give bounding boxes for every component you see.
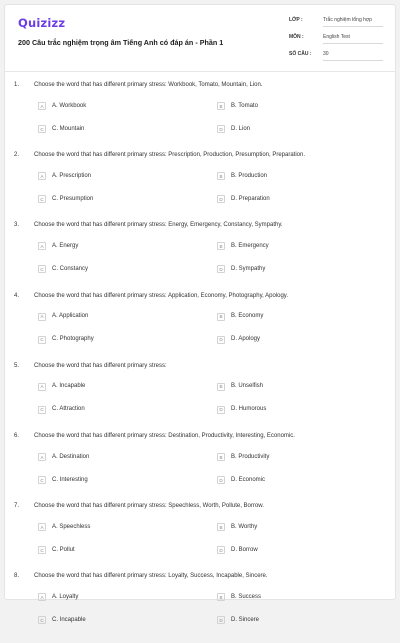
option-letter-box[interactable]: B <box>217 593 225 601</box>
option-label: A. Loyalty <box>52 593 79 600</box>
question-number: 7. <box>14 503 20 510</box>
question-item <box>5 293 395 363</box>
question-number: 8. <box>14 573 20 580</box>
option-label: D. Preparation <box>231 195 270 202</box>
option-letter-box[interactable]: C <box>38 336 46 344</box>
question-item <box>5 573 395 643</box>
worksheet-page <box>4 4 396 623</box>
option-label: C. Photography <box>52 336 94 343</box>
option-label: C. Attraction <box>52 406 85 413</box>
question-item <box>5 82 395 152</box>
option-letter-box[interactable]: A <box>38 102 46 110</box>
option-letter-box[interactable]: A <box>38 242 46 250</box>
option-label: B. Production <box>231 172 268 179</box>
quizizz-logo[interactable]: Quizizz <box>18 16 66 30</box>
worksheet-header <box>5 5 395 72</box>
option-letter-box[interactable]: B <box>217 172 225 180</box>
question-item <box>5 363 395 433</box>
question-number: 1. <box>14 82 20 88</box>
meta-count-key: SỐ CÂU : <box>289 51 312 57</box>
option-letter-box[interactable]: A <box>38 172 46 180</box>
option-letter-box[interactable]: D <box>217 336 225 344</box>
question-text: Choose the word that has different primary stress: Speechless, Worth, Pollute, Borrow. <box>34 503 264 510</box>
option-letter-box[interactable]: A <box>38 453 46 461</box>
option-letter-box[interactable]: A <box>38 593 46 601</box>
option-letter-box[interactable]: D <box>217 546 225 554</box>
option-label: A. Application <box>52 313 89 320</box>
question-text: Choose the word that has different primary stress: Prescription, Production, Presumption, Preparation. <box>34 152 306 159</box>
option-letter-box[interactable]: B <box>217 313 225 321</box>
meta-class <box>289 17 393 29</box>
meta-class-key: LỚP : <box>289 17 303 23</box>
question-item <box>5 222 395 292</box>
option-letter-box[interactable]: A <box>38 383 46 391</box>
option-label: D. Sincere <box>231 616 260 623</box>
question-text: Choose the word that has different primary stress: Destination, Productivity, Interesting, Economic. <box>34 433 295 439</box>
meta-class-value: Trắc nghiệm tổng hợp <box>323 17 383 27</box>
option-letter-box[interactable]: D <box>217 616 225 624</box>
option-label: B. Productivity <box>231 453 270 460</box>
option-label: A. Destination <box>52 453 90 460</box>
option-label: D. Humorous <box>231 406 267 413</box>
option-label: B. Emergency <box>231 242 269 249</box>
option-letter-box[interactable]: A <box>38 523 46 531</box>
option-label: C. Mountain <box>52 125 85 132</box>
option-label: D. Lion <box>231 125 251 132</box>
question-number: 3. <box>14 222 20 229</box>
option-letter-box[interactable]: D <box>217 125 225 133</box>
option-letter-box[interactable]: A <box>38 313 46 321</box>
option-letter-box[interactable]: B <box>217 242 225 250</box>
option-label: C. Constancy <box>52 265 89 272</box>
question-text: Choose the word that has different primary stress: Energy, Emergency, Constancy, Sympathy. <box>34 222 283 229</box>
question-item <box>5 433 395 503</box>
option-label: A. Speechless <box>52 523 91 530</box>
option-letter-box[interactable]: C <box>38 546 46 554</box>
option-letter-box[interactable]: C <box>38 195 46 203</box>
option-letter-box[interactable]: B <box>217 102 225 110</box>
question-number: 2. <box>14 152 20 159</box>
option-label: B. Worthy <box>231 523 258 530</box>
option-letter-box[interactable]: D <box>217 195 225 203</box>
option-label: D. Economic <box>231 476 266 483</box>
meta-subject-key: MÔN : <box>289 34 304 40</box>
option-letter-box[interactable]: C <box>38 125 46 133</box>
option-label: C. Incapable <box>52 616 86 623</box>
meta-subject-value: English Test <box>323 34 383 44</box>
option-label: A. Incapable <box>52 383 86 390</box>
question-number: 5. <box>14 362 20 369</box>
option-label: B. Unselfish <box>231 383 264 390</box>
option-letter-box[interactable]: D <box>217 265 225 273</box>
option-label: A. Energy <box>52 242 79 249</box>
option-letter-box[interactable]: C <box>38 406 46 414</box>
option-letter-box[interactable]: B <box>217 383 225 391</box>
question-item <box>5 152 395 222</box>
option-label: A. Workbook <box>52 102 87 109</box>
option-letter-box[interactable]: D <box>217 476 225 484</box>
question-text: Choose the word that has different primary stress: <box>34 362 167 369</box>
option-label: C. Presumption <box>52 195 94 202</box>
option-label: D. Borrow <box>231 546 258 553</box>
option-label: B. Economy <box>231 313 264 320</box>
question-number: 6. <box>14 433 20 439</box>
option-letter-box[interactable]: C <box>38 265 46 273</box>
option-label: A. Prescription <box>52 172 92 179</box>
option-letter-box[interactable]: B <box>217 523 225 531</box>
option-letter-box[interactable]: D <box>217 406 225 414</box>
meta-count <box>289 51 393 63</box>
question-text: Choose the word that has different primary stress: Loyalty, Success, Incapable, Sincere. <box>34 573 268 580</box>
option-label: B. Success <box>231 593 262 600</box>
option-letter-box[interactable]: C <box>38 616 46 624</box>
meta-count-value: 30 <box>323 51 383 61</box>
option-label: C. Interesting <box>52 476 88 483</box>
option-letter-box[interactable]: B <box>217 453 225 461</box>
option-letter-box[interactable]: C <box>38 476 46 484</box>
worksheet-title: 200 Câu trắc nghiệm trọng âm Tiếng Anh có đáp án - Phần 1 <box>18 38 224 47</box>
option-label: B. Tomato <box>231 102 258 109</box>
option-label: D. Apology <box>231 336 261 343</box>
option-label: D. Sympathy <box>231 265 266 272</box>
option-label: C. Pollut <box>52 546 75 553</box>
question-item <box>5 503 395 573</box>
question-text: Choose the word that has different primary stress: Workbook, Tomato, Mountain, Lion. <box>34 82 263 88</box>
question-number: 4. <box>14 292 20 299</box>
meta-subject <box>289 34 393 46</box>
question-text: Choose the word that has different primary stress: Application, Economy, Photography, Apology. <box>34 292 289 299</box>
